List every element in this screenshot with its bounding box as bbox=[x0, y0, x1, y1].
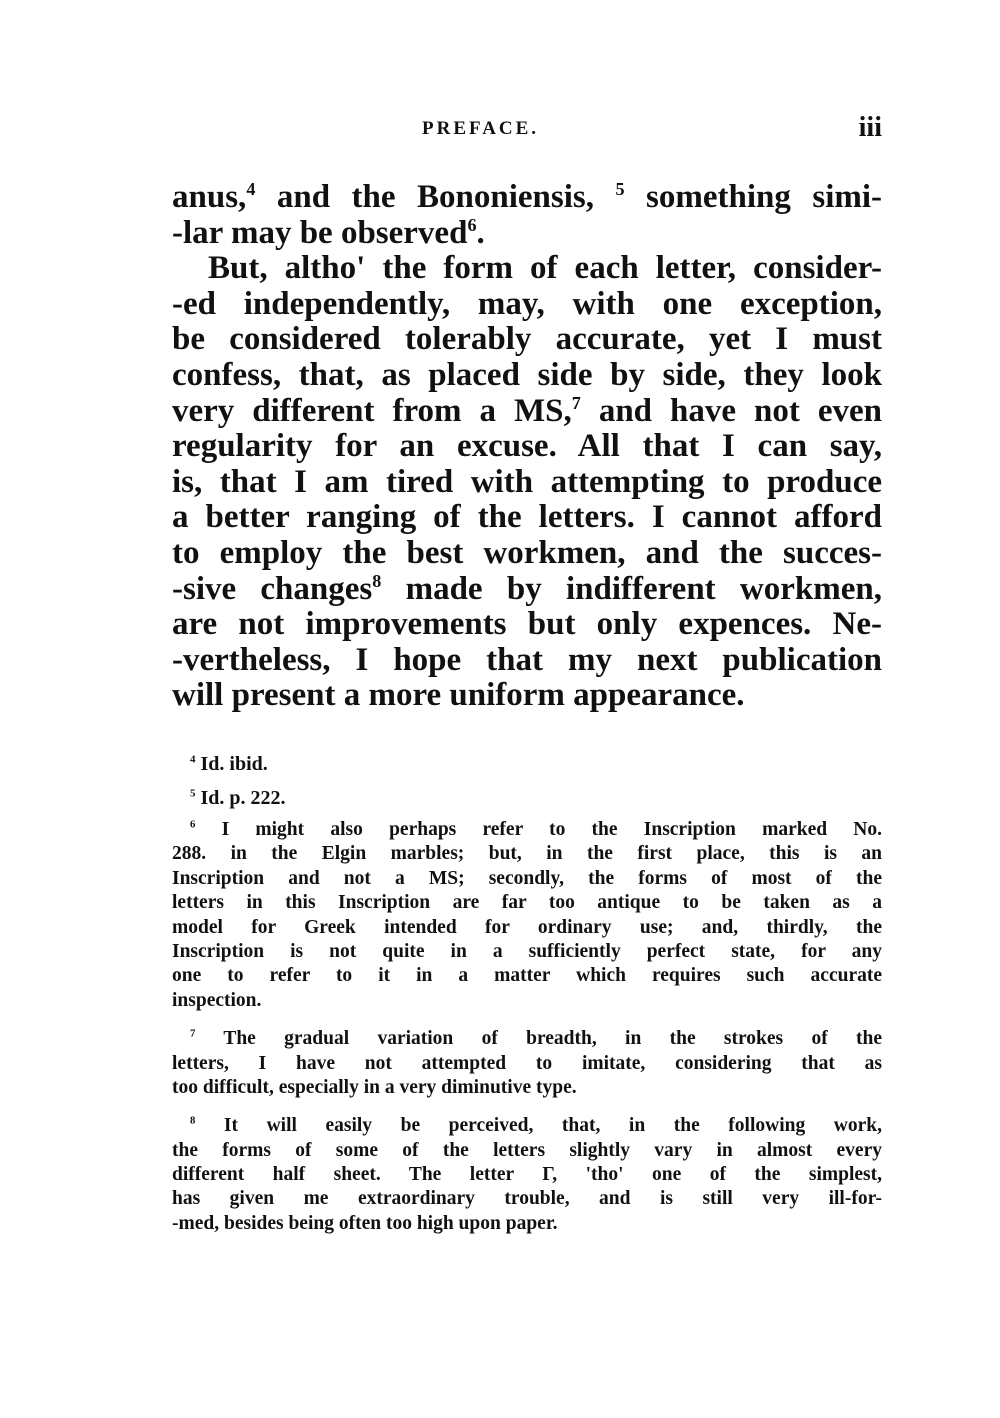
body-line-4: -ed independently, may, with one exception, bbox=[172, 285, 882, 322]
page-number: iii bbox=[858, 112, 882, 143]
body-line-5: be considered tolerably accurate, yet I must bbox=[172, 321, 882, 358]
footnote-4: $^4$ Id. ibid. bbox=[190, 753, 268, 775]
body-line-8: regularity for an excuse. All that I can say, bbox=[172, 428, 882, 465]
body-line-10: a better ranging of the letters. I cannot afford bbox=[172, 499, 882, 536]
footnotes bbox=[172, 750, 882, 1250]
body-line-2: -lar may be observed$^6$. bbox=[172, 214, 485, 251]
footnote-ref-6: 6 bbox=[467, 214, 477, 235]
body-line-6: confess, that, as placed side by side, they look bbox=[172, 356, 882, 393]
footnote-ref-4: 4 bbox=[246, 179, 256, 199]
book-page bbox=[172, 0, 882, 1418]
body-line-11: to employ the best workmen, and the succes- bbox=[172, 534, 882, 571]
footnote-7: $^7$ The gradual variation of breadth, in the strokes of the letters, I have not attempted to imitate, considering that as too difficult, especially in a very diminutive type. bbox=[172, 1027, 882, 1098]
footnote-5: $^5$ Id. p. 222. bbox=[190, 787, 286, 809]
footnote-8: $^8$ It will easily be perceived, that, in the following work, the forms of some of the letters slightly vary in almost every different half sheet. The letter Γ, 'tho' one of the simplest, has given me extraordinary trouble, and is still very ill-for- -med, besides being often too high upon paper. bbox=[172, 1114, 882, 1234]
page-header bbox=[172, 112, 882, 152]
running-head: PREFACE. bbox=[422, 118, 540, 139]
footnote-ref-7: 7 bbox=[571, 392, 581, 413]
body-line-15: will present a more uniform appearance. bbox=[172, 677, 745, 714]
footnote-ref-8: 8 bbox=[372, 570, 382, 591]
body-line-3: But, altho' the form of each letter, consider- bbox=[208, 250, 882, 287]
body-line-12: -sive changes$^8$ made by indifferent workmen, bbox=[172, 570, 882, 607]
body-line-7: very different from a MS,$^7$ and have not even bbox=[172, 392, 882, 429]
body-line-14: -vertheless, I hope that my next publication bbox=[172, 641, 882, 678]
body-line-13: are not improvements but only expences. Ne- bbox=[172, 606, 882, 643]
body-line-9: is, that I am tired with attempting to produce bbox=[172, 463, 882, 500]
footnote-6: $^6$ I might also perhaps refer to the Inscription marked No. 288. in the Elgin marbles; but, in the first place, this is an Inscription and not a MS; secondly, the forms of most of the letters in this Inscription are far too antique to be taken as a model for Greek intended for ordinary use; and, thirdly, the Inscription is not quite in a sufficiently perfect state, for any one to refer to it in a matter which requires such accurate inspection. bbox=[172, 818, 882, 1011]
body-line-1: anus,$^4$ and the Bononiensis, $^5$ something simi- bbox=[172, 179, 883, 215]
preface-body bbox=[172, 180, 882, 714]
footnote-ref-5: 5 bbox=[615, 179, 625, 199]
